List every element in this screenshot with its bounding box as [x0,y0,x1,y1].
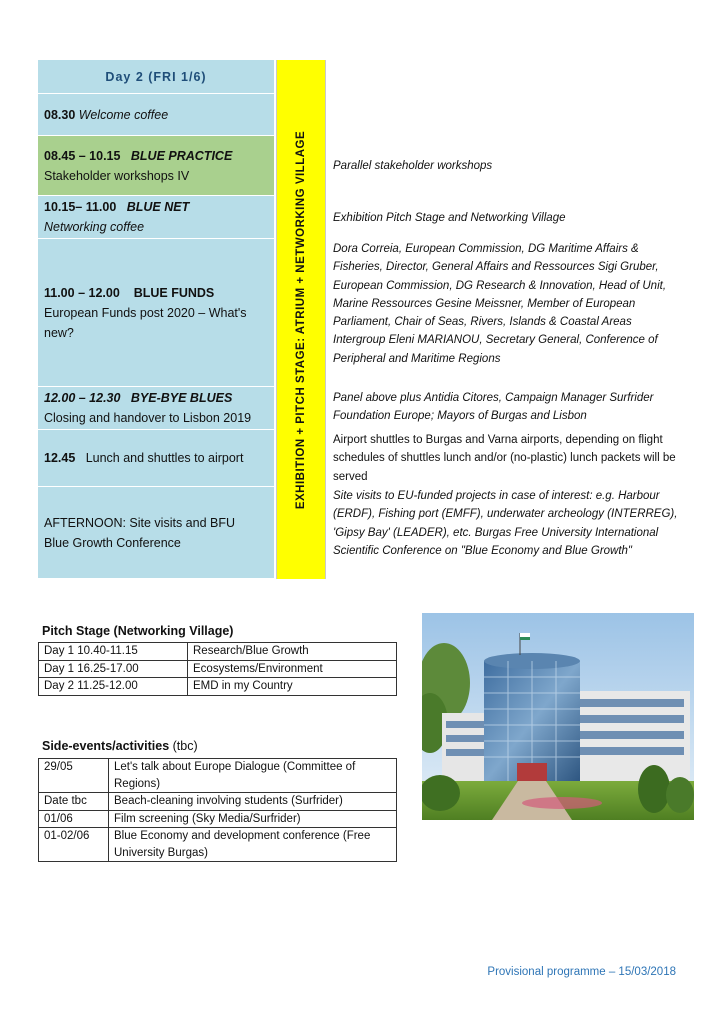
table-row: 29/05 Let's talk about Europe Dialogue (Committee of Regions) [39,759,397,793]
row-lunch: 12.45 Lunch and shuttles to airport [38,430,274,487]
banner-text: EXHIBITION + PITCH STAGE: ATRIUM + NETWORKING VILLAGE [295,130,307,509]
side-events-table [38,758,397,862]
footer-provisional-programme: Provisional programme – 15/03/2018 [487,966,676,978]
row-blue-funds: 11.00 – 12.00 BLUE FUNDS European Funds post 2020 – What's new? [38,239,274,387]
table-row: 01-02/06 Blue Economy and development conference (Free University Burgas) [39,828,397,862]
exhibition-banner [276,60,326,579]
row-afternoon: AFTERNOON: Site visits and BFU Blue Growth Conference [38,487,274,579]
row-blue-net: 10.15– 11.00 BLUE NET Networking coffee [38,196,274,239]
university-building-photo [422,613,694,820]
desc-exhibition: Exhibition Pitch Stage and Networking Village [333,212,566,224]
desc-airport-shuttles: Airport shuttles to Burgas and Varna airports, depending on flight schedules of shuttles lunch and/or (no-plastic) lunch packets will be served [333,434,676,483]
row-welcome-coffee: 08.30 Welcome coffee [38,94,274,136]
row-blue-practice: 08.45 – 10.15 BLUE PRACTICE Stakeholder workshops IV [38,136,274,196]
desc-site-visits: Site visits to EU-funded projects in case of interest: e.g. Harbour (ERDF), Fishing port (EMFF), underwater archeology (INTERREG), 'Gipsy Bay' (LEADER), etc. Burgas Free University International Scientific Conference on "Blue Economy and Blue Growth" [333,490,678,557]
day-header: Day 2 (FRI 1/6) [38,60,274,94]
desc-workshops: Parallel stakeholder workshops [333,160,493,172]
table-row: Day 1 16.25-17.00 Ecosystems/Environment [39,660,397,678]
table-row: 01/06 Film screening (Sky Media/Surfrider) [39,810,397,828]
desc-panel-speakers: Dora Correia, European Commission, DG Maritime Affairs & Fisheries, Director, General Affairs and Ressources Sigi Gruber, European Commission, DG Research & Innovation, Head of Unit, Marine Ressources Gesine Meissner, Member of European Parliament, Chair of Seas, Rivers, Islands & Coastal Areas Intergroup Eleni MARIANOU, Secretary General, Conference of Peripheral and Maritime Regions [333,243,667,365]
building-illustration [422,613,694,820]
row-bye-bye-blues: 12.00 – 12.30 BYE-BYE BLUES Closing and handover to Lisbon 2019 [38,387,274,430]
table-row: Day 2 11.25-12.00 EMD in my Country [39,678,397,696]
desc-closing-panel: Panel above plus Antidia Citores, Campaign Manager Surfrider Foundation Europe; Mayors of Burgas and Lisbon [333,392,654,423]
pitch-stage-table [38,642,397,696]
pitch-stage-title: Pitch Stage (Networking Village) [42,624,234,638]
side-events-title: Side-events/activities (tbc) [42,739,198,753]
table-row: Date tbc Beach-cleaning involving students (Surfrider) [39,793,397,811]
table-row: Day 1 10.40-11.15 Research/Blue Growth [39,643,397,661]
